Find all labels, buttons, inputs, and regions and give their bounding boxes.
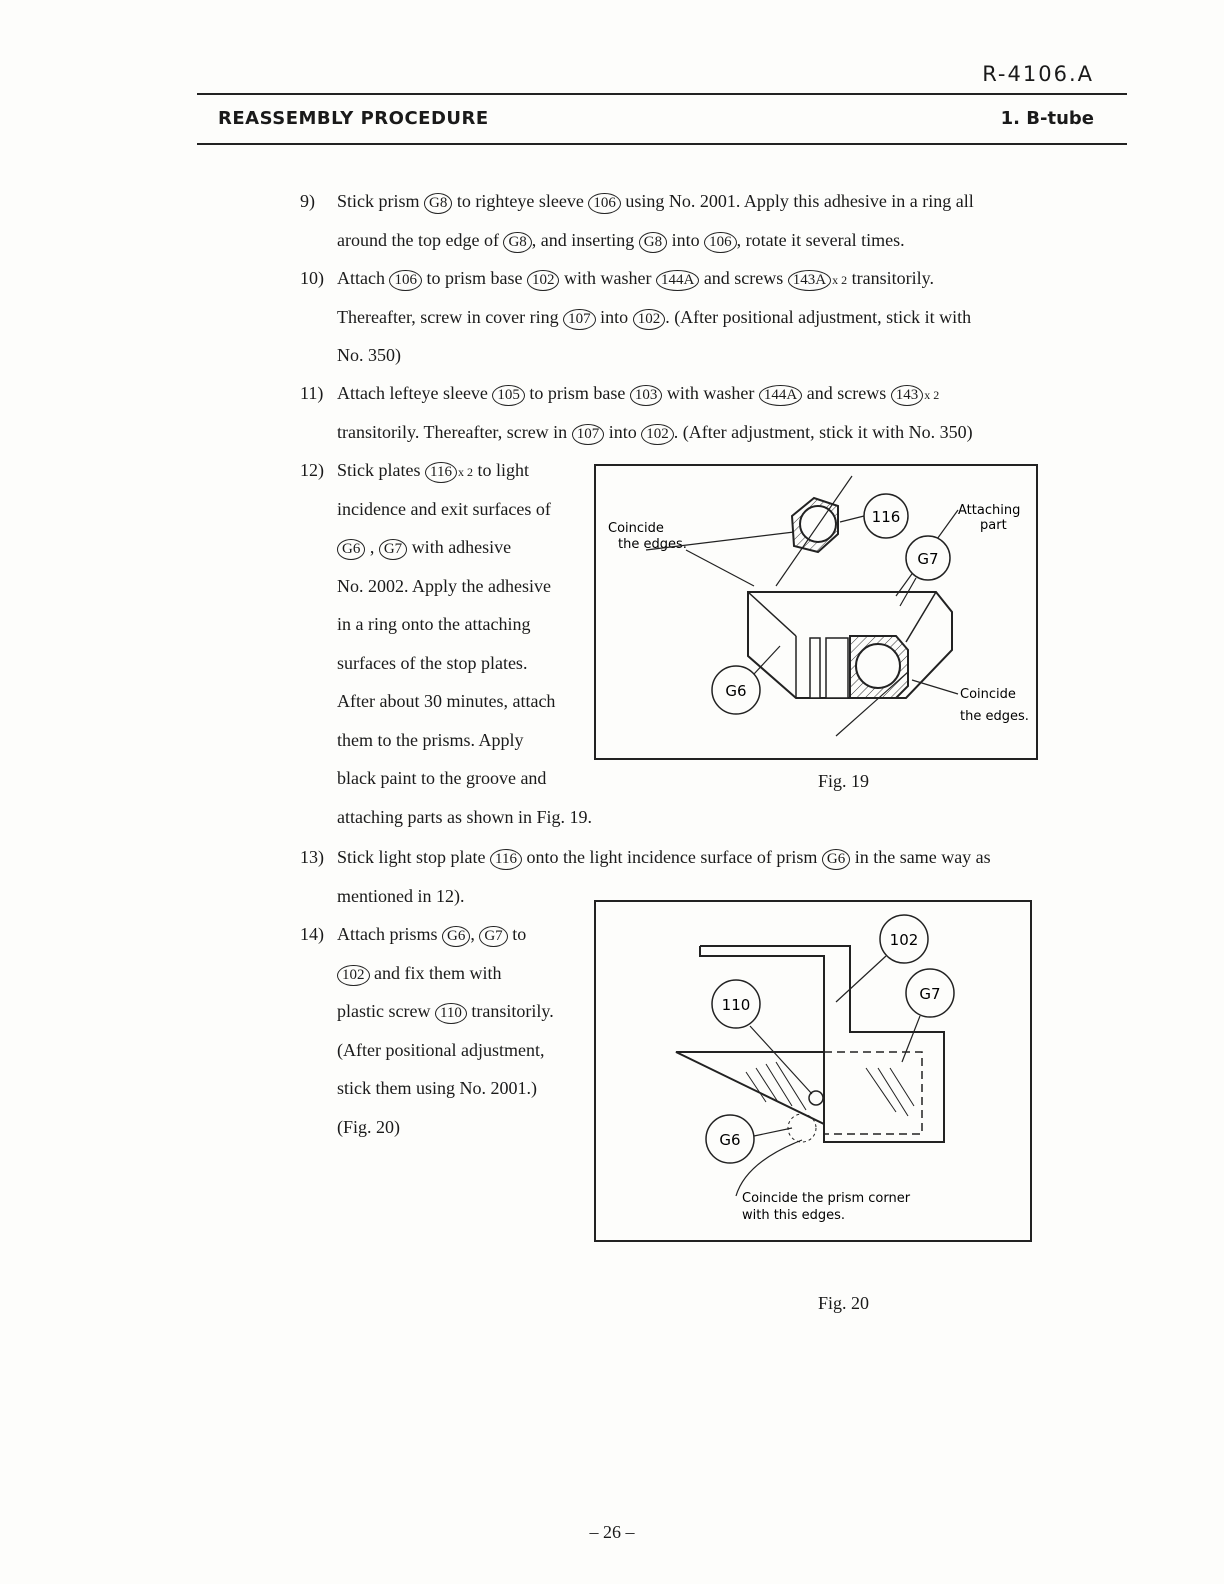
step-text-line: Thereafter, screw in cover ring 107 into 102 . (After positional adjustment, stick it with	[337, 307, 971, 330]
step-text-line: in a ring onto the attaching	[337, 614, 531, 634]
step-text-line: plastic screw 110 transitorily.	[337, 1001, 554, 1024]
fig20-note-1: Coincide the prism corner	[742, 1191, 911, 1206]
step-number: 9)	[300, 191, 315, 211]
step-text-line: stick them using No. 2001.)	[337, 1078, 537, 1098]
header-rule-top	[197, 93, 1127, 95]
callout-116-leader	[840, 516, 864, 522]
step-text-line: surfaces of the stop plates.	[337, 652, 528, 673]
prism-base-102	[700, 946, 944, 1142]
page-number: – 26 –	[589, 1522, 635, 1542]
part-callout: 143	[891, 385, 924, 406]
callout-110-leader	[750, 1026, 812, 1094]
part-callout: G6	[337, 539, 365, 560]
step-text-line: Stick plates 116 x 2 to light	[337, 460, 529, 483]
step-text-line: Stick light stop plate 116 onto the light incidence surface of prism G6 in the same way as	[337, 847, 991, 870]
callout-g6-label-fig20: G6	[719, 1131, 741, 1149]
callout-116-label: 116	[871, 508, 901, 526]
step-text-line: them to the prisms. Apply	[337, 729, 524, 750]
part-callout: G8	[424, 193, 452, 214]
figure-20	[594, 900, 1032, 1242]
part-callout: 144A	[759, 385, 802, 406]
fig20-caption: Fig. 20	[818, 1293, 870, 1313]
figure-19	[594, 464, 1038, 760]
part-callout: 106	[588, 193, 621, 214]
fig19-right-coincide-2: the edges.	[960, 709, 1029, 724]
step-text-line: incidence and exit surfaces of	[337, 498, 551, 519]
part-callout: G7	[479, 926, 507, 947]
callout-g7-label: G7	[917, 550, 939, 568]
step-text-line: (After positional adjustment,	[337, 1039, 545, 1060]
step-text-line: transitorily. Thereafter, screw in 107 into 102 . (After adjustment, stick it with No. 350)	[337, 422, 973, 445]
step-text-line: 102 and fix them with	[337, 963, 501, 986]
step-text-line: Attach prisms G6 , G7 to	[337, 924, 526, 947]
document-number: R-4106.A	[982, 62, 1094, 86]
part-callout: 107	[563, 309, 596, 330]
figure-20-drawing	[596, 902, 1030, 1240]
step-text-line: Attach 106 to prism base 102 with washer 144A and screws 143A x 2 transitorily.	[337, 268, 934, 291]
step-number: 11)	[300, 383, 324, 403]
callout-g6-leader-fig20	[754, 1128, 792, 1136]
callout-g7-leader-fig20	[902, 1016, 920, 1062]
quantity-mark: x 2	[457, 465, 473, 479]
figure-19-drawing	[596, 466, 1036, 758]
part-callout: G8	[503, 232, 531, 253]
part-callout: G6	[442, 926, 470, 947]
part-callout: 102	[633, 309, 666, 330]
fig19-leader-coincide-body	[686, 550, 754, 586]
fig19-attaching-label-1: Attaching	[958, 503, 1021, 518]
part-callout: 106	[704, 232, 737, 253]
step-text-line: No. 350)	[337, 345, 401, 365]
part-callout: 102	[527, 270, 560, 291]
part-callout: 105	[492, 385, 525, 406]
prism-g7	[824, 1052, 922, 1134]
step-number: 12)	[300, 460, 324, 480]
step-text-line: attaching parts as shown in Fig. 19.	[337, 806, 592, 827]
step-number: 13)	[300, 847, 324, 867]
header-rule-bottom	[197, 143, 1127, 145]
part-callout: 102	[641, 424, 674, 445]
step-text-line: After about 30 minutes, attach	[337, 691, 556, 711]
quantity-mark: x 2	[832, 273, 848, 287]
part-callout: 107	[572, 424, 605, 445]
step-number: 14)	[300, 924, 324, 944]
step-text-line: black paint to the groove and	[337, 768, 547, 788]
step-number: 10)	[300, 268, 324, 288]
part-callout: 116	[490, 849, 522, 870]
fig19-coincide-label-1: Coincide	[608, 521, 664, 536]
step-text-line: around the top edge of G8 , and inserting G8 into 106 , rotate it several times.	[337, 230, 905, 253]
section-title: REASSEMBLY PROCEDURE	[218, 108, 489, 129]
fig19-caption: Fig. 19	[818, 771, 870, 791]
step-text-line: G6 , G7 with adhesive	[337, 537, 511, 560]
prism-g6	[676, 1052, 824, 1124]
part-callout: G6	[822, 849, 850, 870]
callout-102-leader	[836, 956, 886, 1002]
fig19-attaching-label-2: part	[980, 518, 1007, 533]
fig19-leader-right-coincide	[912, 680, 958, 694]
part-callout: 102	[337, 965, 370, 986]
part-callout: 103	[630, 385, 663, 406]
axis-line-top	[776, 476, 852, 586]
fig19-right-coincide-1: Coincide	[960, 687, 1016, 702]
part-callout: G8	[639, 232, 667, 253]
part-callout: 143A	[788, 270, 831, 291]
step-text-line: Attach lefteye sleeve 105 to prism base 103 with washer 144A and screws 143 x 2	[337, 383, 939, 406]
part-callout: 110	[435, 1003, 467, 1024]
callout-g7-label-fig20: G7	[919, 985, 941, 1003]
step-text-line: (Fig. 20)	[337, 1116, 400, 1137]
callout-g6-label: G6	[725, 682, 747, 700]
step-text-line: No. 2002. Apply the adhesive	[337, 575, 551, 596]
prism-g6-g7-body	[748, 592, 952, 698]
quantity-mark: x 2	[924, 388, 940, 402]
callout-102-label: 102	[889, 931, 919, 949]
step-text-line: Stick prism G8 to righteye sleeve 106 using No. 2001. Apply this adhesive in a ring all	[337, 191, 974, 214]
fig19-coincide-label-2: the edges.	[618, 537, 687, 552]
step-text-line: mentioned in 12).	[337, 885, 465, 906]
subsection-title: 1. B-tube	[1000, 108, 1094, 129]
part-callout: 116	[425, 462, 457, 483]
callout-110-label: 110	[721, 996, 751, 1014]
part-callout: 144A	[656, 270, 699, 291]
part-callout: G7	[379, 539, 407, 560]
fig20-note-2: with this edges.	[742, 1208, 845, 1223]
part-callout: 106	[389, 270, 422, 291]
